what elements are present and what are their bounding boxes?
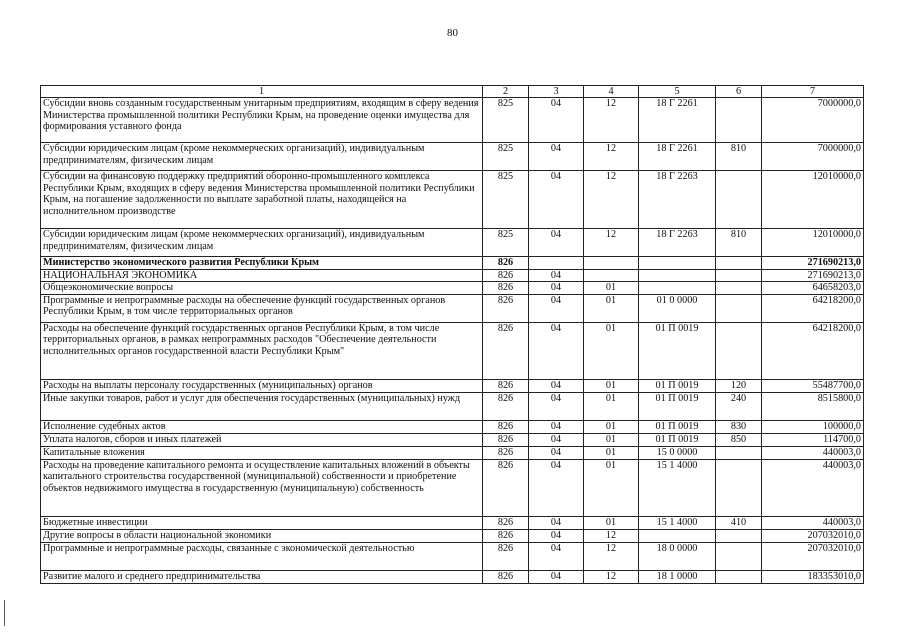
subsection-code-cell: 01: [584, 420, 639, 433]
section-code-cell: 04: [529, 433, 584, 446]
target-item-code-cell: 18 0 0000: [639, 542, 716, 570]
expense-type-code-cell: [716, 282, 762, 295]
row-name-cell: Расходы на проведение капитального ремонта и осуществление капитальных вложений в объекты капитального строительства государственной (муниципальной) собственности и приобретение объектов недвижимого имущества в государственную (муниципальную) собственность: [41, 459, 483, 516]
section-code-cell: 04: [529, 392, 584, 420]
amount-cell: 12010000,0: [762, 171, 864, 229]
expense-type-code-cell: [716, 322, 762, 379]
table-row: [41, 542, 864, 570]
amount-cell: 114700,0: [762, 433, 864, 446]
row-name-cell: Исполнение судебных актов: [41, 420, 483, 433]
amount-cell: 440003,0: [762, 446, 864, 459]
ministry-code-cell: 826: [483, 433, 529, 446]
row-name-cell: Другие вопросы в области национальной экономики: [41, 529, 483, 542]
ministry-code-cell: 826: [483, 269, 529, 282]
section-code-cell: 04: [529, 459, 584, 516]
expense-type-code-cell: 120: [716, 379, 762, 392]
subsection-code-cell: 01: [584, 379, 639, 392]
expense-type-code-cell: 410: [716, 516, 762, 529]
expense-type-code-cell: [716, 542, 762, 570]
header-cell: 4: [584, 86, 639, 98]
header-cell: 1: [41, 86, 483, 98]
table-row: [41, 516, 864, 529]
header-cell: 2: [483, 86, 529, 98]
row-name-cell: Иные закупки товаров, работ и услуг для обеспечения государственных (муниципальных) нужд: [41, 392, 483, 420]
ministry-code-cell: 825: [483, 143, 529, 171]
target-item-code-cell: [639, 269, 716, 282]
row-name-cell: Субсидии юридическим лицам (кроме некоммерческих организаций), индивидуальным предпринимателям, физическим лицам: [41, 229, 483, 257]
expense-type-code-cell: [716, 570, 762, 583]
section-code-cell: 04: [529, 446, 584, 459]
subsection-code-cell: 01: [584, 459, 639, 516]
target-item-code-cell: 15 0 0000: [639, 446, 716, 459]
target-item-code-cell: 18 Г 2263: [639, 229, 716, 257]
table-row: [41, 269, 864, 282]
row-name-cell: Субсидии юридическим лицам (кроме некоммерческих организаций), индивидуальным предпринимателям, физическим лицам: [41, 143, 483, 171]
target-item-code-cell: [639, 282, 716, 295]
subsection-code-cell: [584, 257, 639, 270]
amount-cell: 100000,0: [762, 420, 864, 433]
target-item-code-cell: 18 Г 2263: [639, 171, 716, 229]
amount-cell: 183353010,0: [762, 570, 864, 583]
section-code-cell: 04: [529, 143, 584, 171]
table-row: [41, 229, 864, 257]
section-code-cell: 04: [529, 282, 584, 295]
subsection-code-cell: 12: [584, 143, 639, 171]
table-row: [41, 420, 864, 433]
subsection-code-cell: 12: [584, 542, 639, 570]
ministry-code-cell: 825: [483, 229, 529, 257]
ministry-code-cell: 826: [483, 446, 529, 459]
subsection-code-cell: 01: [584, 392, 639, 420]
row-name-cell: Бюджетные инвестиции: [41, 516, 483, 529]
expense-type-code-cell: 810: [716, 229, 762, 257]
header-cell: 5: [639, 86, 716, 98]
subsection-code-cell: 01: [584, 322, 639, 379]
table-row: [41, 446, 864, 459]
expense-type-code-cell: [716, 294, 762, 322]
row-name-cell: Общеэкономические вопросы: [41, 282, 483, 295]
section-code-cell: 04: [529, 570, 584, 583]
subsection-code-cell: 12: [584, 529, 639, 542]
subsection-code-cell: 01: [584, 446, 639, 459]
section-code-cell: 04: [529, 529, 584, 542]
row-name-cell: Программные и непрограммные расходы, связанные с экономической деятельностью: [41, 542, 483, 570]
ministry-code-cell: 826: [483, 379, 529, 392]
subsection-code-cell: 12: [584, 98, 639, 143]
amount-cell: 64658203,0: [762, 282, 864, 295]
amount-cell: 7000000,0: [762, 143, 864, 171]
ministry-code-cell: 826: [483, 322, 529, 379]
section-code-cell: 04: [529, 229, 584, 257]
subsection-code-cell: 01: [584, 282, 639, 295]
expense-type-code-cell: [716, 529, 762, 542]
header-cell: 6: [716, 86, 762, 98]
page-number: 80: [447, 27, 458, 39]
target-item-code-cell: 18 1 0000: [639, 570, 716, 583]
ministry-code-cell: 826: [483, 459, 529, 516]
row-name-cell: Капитальные вложения: [41, 446, 483, 459]
target-item-code-cell: 01 П 0019: [639, 392, 716, 420]
expense-type-code-cell: [716, 269, 762, 282]
subsection-code-cell: 01: [584, 433, 639, 446]
table-row: [41, 379, 864, 392]
amount-cell: 271690213,0: [762, 257, 864, 270]
amount-cell: 12010000,0: [762, 229, 864, 257]
section-code-cell: 04: [529, 171, 584, 229]
amount-cell: 64218200,0: [762, 294, 864, 322]
ministry-code-cell: 826: [483, 294, 529, 322]
target-item-code-cell: [639, 529, 716, 542]
target-item-code-cell: [639, 257, 716, 270]
subsection-code-cell: 01: [584, 516, 639, 529]
target-item-code-cell: 01 П 0019: [639, 420, 716, 433]
target-item-code-cell: 01 П 0019: [639, 322, 716, 379]
expense-type-code-cell: 810: [716, 143, 762, 171]
section-code-cell: 04: [529, 269, 584, 282]
row-name-cell: Программные и непрограммные расходы на обеспечение функций государственных органов Республики Крым, в том числе территориальных органов: [41, 294, 483, 322]
subsection-code-cell: [584, 269, 639, 282]
expense-type-code-cell: [716, 98, 762, 143]
row-name-cell: Расходы на выплаты персоналу государственных (муниципальных) органов: [41, 379, 483, 392]
ministry-code-cell: 825: [483, 171, 529, 229]
expense-type-code-cell: 830: [716, 420, 762, 433]
subsection-code-cell: 01: [584, 294, 639, 322]
table-row: [41, 392, 864, 420]
amount-cell: 440003,0: [762, 516, 864, 529]
row-name-cell: НАЦИОНАЛЬНАЯ ЭКОНОМИКА: [41, 269, 483, 282]
header-cell: 3: [529, 86, 584, 98]
expense-type-code-cell: [716, 446, 762, 459]
amount-cell: 7000000,0: [762, 98, 864, 143]
header-row: [41, 86, 864, 98]
table-row: [41, 529, 864, 542]
ministry-code-cell: 826: [483, 529, 529, 542]
amount-cell: 440003,0: [762, 459, 864, 516]
header-cell: 7: [762, 86, 864, 98]
subsection-code-cell: 12: [584, 171, 639, 229]
expense-type-code-cell: 850: [716, 433, 762, 446]
ministry-code-cell: 826: [483, 516, 529, 529]
expense-type-code-cell: [716, 171, 762, 229]
table-row: [41, 570, 864, 583]
section-code-cell: 04: [529, 516, 584, 529]
amount-cell: 271690213,0: [762, 269, 864, 282]
section-code-cell: 04: [529, 542, 584, 570]
ministry-code-cell: 826: [483, 257, 529, 270]
ministry-code-cell: 826: [483, 420, 529, 433]
section-code-cell: 04: [529, 420, 584, 433]
table-row: [41, 257, 864, 270]
section-code-cell: 04: [529, 294, 584, 322]
row-name-cell: Субсидии на финансовую поддержку предприятий оборонно-промышленного комплекса Республики Крым, входящих в сферу ведения Министерства промышленной политики Республики Крым, на погашение задолженности по выплате заработной платы, находящейся на исполнительном производстве: [41, 171, 483, 229]
table-row: [41, 282, 864, 295]
table-row: [41, 294, 864, 322]
ministry-code-cell: 826: [483, 282, 529, 295]
subsection-code-cell: 12: [584, 229, 639, 257]
table-row: [41, 459, 864, 516]
row-name-cell: Развитие малого и среднего предпринимательства: [41, 570, 483, 583]
row-name-cell: Уплата налогов, сборов и иных платежей: [41, 433, 483, 446]
row-name-cell: Министерство экономического развития Республики Крым: [41, 257, 483, 270]
expense-type-code-cell: [716, 257, 762, 270]
table-row: [41, 143, 864, 171]
budget-table: [40, 85, 864, 584]
section-code-cell: 04: [529, 98, 584, 143]
table-row: [41, 171, 864, 229]
table-row: [41, 433, 864, 446]
amount-cell: 207032010,0: [762, 542, 864, 570]
target-item-code-cell: 18 Г 2261: [639, 98, 716, 143]
expense-type-code-cell: [716, 459, 762, 516]
row-name-cell: Расходы на обеспечение функций государственных органов Республики Крым, в том числе территориальных органов, в рамках непрограммных расходов "Обеспечение деятельности исполнительных органов государственной власти Республики Крым": [41, 322, 483, 379]
ministry-code-cell: 826: [483, 542, 529, 570]
subsection-code-cell: 12: [584, 570, 639, 583]
scan-margin-mark: [4, 600, 5, 626]
target-item-code-cell: 01 0 0000: [639, 294, 716, 322]
ministry-code-cell: 826: [483, 570, 529, 583]
amount-cell: 207032010,0: [762, 529, 864, 542]
target-item-code-cell: 01 П 0019: [639, 379, 716, 392]
ministry-code-cell: 825: [483, 98, 529, 143]
amount-cell: 64218200,0: [762, 322, 864, 379]
table-row: [41, 322, 864, 379]
target-item-code-cell: 01 П 0019: [639, 433, 716, 446]
ministry-code-cell: 826: [483, 392, 529, 420]
row-name-cell: Субсидии вновь созданным государственным унитарным предприятиям, входящим в сферу ведения Министерства промышленной политики Республики Крым, на проведение оценки имущества для формирования уставного фонда: [41, 98, 483, 143]
amount-cell: 55487700,0: [762, 379, 864, 392]
table-row: [41, 98, 864, 143]
section-code-cell: 04: [529, 322, 584, 379]
target-item-code-cell: 15 1 4000: [639, 459, 716, 516]
amount-cell: 8515800,0: [762, 392, 864, 420]
section-code-cell: [529, 257, 584, 270]
expense-type-code-cell: 240: [716, 392, 762, 420]
target-item-code-cell: 18 Г 2261: [639, 143, 716, 171]
target-item-code-cell: 15 1 4000: [639, 516, 716, 529]
section-code-cell: 04: [529, 379, 584, 392]
